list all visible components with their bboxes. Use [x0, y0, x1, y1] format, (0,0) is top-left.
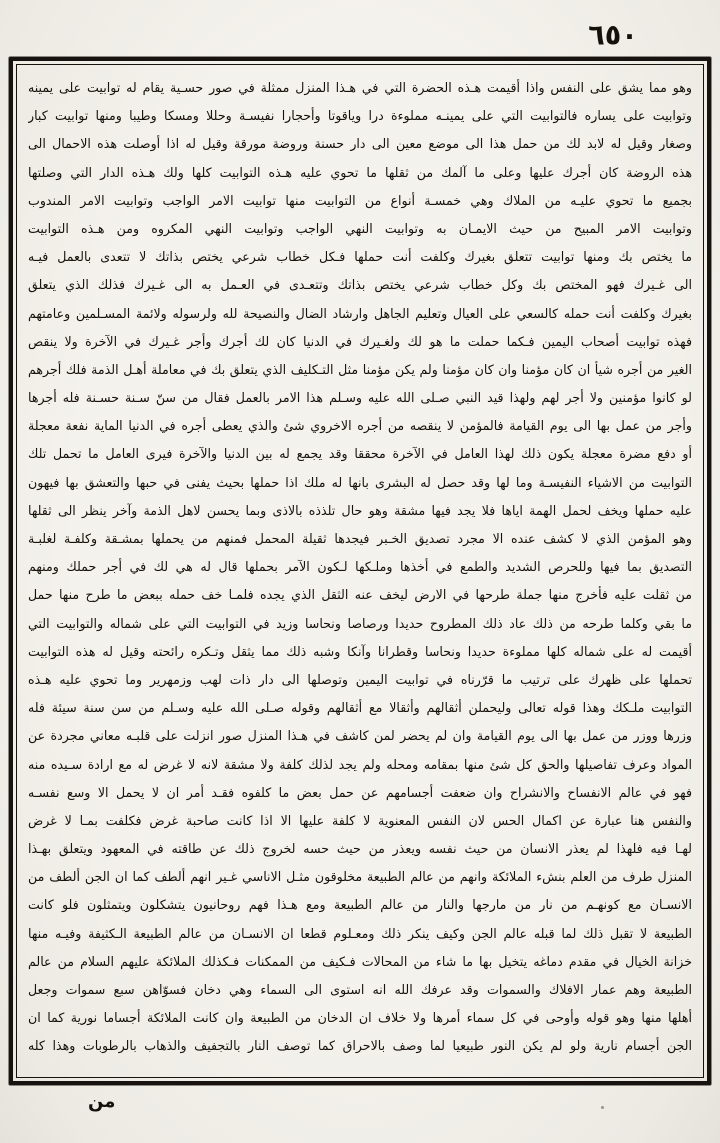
text-line-19: من ثقلت عليه فأخرج منها جملة طرحها في الارض ليخف عنه الثقل الذي يجده فلمـا خف حمله ببعض ما طرح منها حمل	[28, 587, 692, 603]
text-line-30: الانسـان مع كونهـم من نار من مارجها والنار من عالم الطبيعة ومع هـذا فهم روحانيون يتشكلون ويتمثلون فلو كانت	[28, 897, 692, 913]
text-line-10: فهذه توابيت أصحاب اليمين فـكما حملت ما هو لك ولغـيرك في الدنيا كان لك أجرك وأجر غـيرك في الآخرة ولا ينقص	[28, 333, 692, 349]
text-line-8: الى غـيرك فهو المختص بك وكل خطاب شرعي يختص بذاتك وتتعـدى في العـمل به الى غـيرك فذلك الذي يتعلق	[28, 277, 692, 293]
text-line-7: ما يختص بك ومنها توابيت تتعلق بغيرك وكلفت أنت حملها فـكل خطاب شرعي يختص بذاتك لا تتعدى بالعمل فيـه	[28, 248, 692, 265]
text-line-6: وتوابيت الامر المبيح من حيث الايمـان به وتوابيت النهي الواجب وتوابيت النهي المكروه ومن هـذه التوابيت	[28, 220, 692, 237]
text-line-25: المواد وعرف تفاصيلها والحق كل شئ منها بمقامه ومحله ولم يجد لذلك كلفة ولا مشقة لانه لا غرض له مع ارادة سـيده منه	[28, 756, 692, 772]
text-line-17: وهو المؤمن الذي لا كشف عنده الا مجرد تصديق الخـبر فيجدها ثقيلة المحمل فمنهم من يحملها بمشـقة وكلفـة لغلبـة	[28, 530, 692, 547]
text-line-23: التوابيت ملـكك وهذا قوله تعالى وليحملن أثقالهم وأثقالا مع أثقالهم وقوله صـلى الله عليه وسـلم من سن سنة سيئة فله	[28, 699, 692, 716]
text-line-16: عليه حملها ويخف لحمل الهمة اياها فلا يجد فيها مشقة وهو حال تلذذه بالاذى وبما يحسن لاهل الذمة وآخر ينظر الى ثقلها	[28, 502, 692, 518]
text-line-14: أو دفع مضرة معجلة يكون ذلك لهذا العامل في الآخرة محققا وقد يجمع له بين الدنيا والآخرة فيرى العامل ما تحمل تلك	[28, 446, 692, 462]
text-line-2: وتوابيت على يساره فالتوابيت التي على يمينـه مملوءة درا وياقوتا وأحجارا نفيسـة وحللا ومسكا وطيبا ومنها توابيت كبار	[28, 108, 692, 124]
text-line-9: بغيرك وكلفت أنت حمله كالسعي على العيال وتعليم الجاهل وارشاد الضال والنصيحة لله ولرسوله ولائمة المسـلمين وعامتهم	[28, 305, 692, 321]
outer-border-frame	[9, 57, 711, 1085]
text-line-4: هذه الروضة كان أجرك عليها وعلى ما آلمك من ثقلها ما تحوي عليه هـذه التوابيت كلها ولك هـذه الدار التي وصلتها	[28, 164, 692, 180]
text-line-5: بجميع ما تحوي عليـه من الملاك وهي خمسـة أنواع من التوابيت منها توابيت الامر الواجب وتوابيت الامر المندوب	[28, 192, 692, 208]
text-line-34: أهلها منها وهو قوله وأوحى في كل سماء أمرها ولا خلاف ان الدخان من الطبيعة وان كانت الملائكة أجساما نورية كما ان	[28, 1010, 692, 1026]
text-line-18: التصديق بما فيها وللحرص الشديد والطمع في أخذها وملـكها لـكون الآمر بحملها قال له هي لك في أجر حملك ومنهم	[28, 559, 692, 575]
text-line-15: التوابيت من الاشياء النفيسـة وما لها وقد حصل له البشرى بانها له ملك اذا حملها بحيث يفنى في حبها والتعشق بها فيهون	[28, 474, 692, 490]
text-line-29: المنزل طرف من العلم بنشء الملائكة وانهم من عالم الطبيعة مخلوقون مثـل الاناسي غـير انهم ألطف كما ان الجن ألطف من	[28, 869, 692, 885]
text-line-20: ما بقي وكلما طرحه من ذلك عاد ذلك المطروح حديدا ورصاصا ونحاسا وزيد في التوابيت التي على شماله والتوابيت التي	[28, 615, 692, 631]
text-line-32: خزانة الخيال في مقدم دماغه يتخيل بها ما شاء من المحالات فـكيف من الممكنات فـكذلك الملائكة عليهم السلام من عالم	[28, 953, 692, 969]
text-line-12: لو كانوا مؤمنين ولا أجر لهم ولهذا قيد النبي صـلى الله عليه وسـلم هذا الامر بالعمل فقال من سنّ سـنة حسـنة فله أجرها	[28, 389, 692, 406]
text-line-13: وأجر من عمل بها الى يوم القيامة فالمؤمن لا ينقصه من أجره الاخروي شئ والذي يعطى أجره في الدنيا الماية نفعة معجلة	[28, 418, 692, 434]
ink-speck	[601, 1106, 604, 1109]
catchword: من	[88, 1091, 116, 1112]
text-line-21: أقيمت له على شماله كلها مملوءة حديدا ونحاسا وقطرانا وآنكا وشبه ذلك مما يثقل وتـكره رائحته وقيل له هذه التوابيت	[28, 643, 692, 659]
text-line-31: الطبيعة لا تقبل ذلك لما قبله عالم الجن وكيف ينكر ذلك ومعـلوم قطعا ان الانسـان من عالم الطبيعة الـكثيفة وفيـه منها	[28, 925, 692, 941]
text-line-3: وصغار وقيل له لابد لك من حمل هذا الى موضع معين الى دار حسنة وروضة مورقة وقيل له اذا أوصلت هذه الاحمال الى	[28, 136, 692, 152]
text-line-24: وزرها ووزر من عمل بها الى يوم القيامة وان لم يحضر لمن كاشف في هـذا المنزل صور انزلت على قلبـه معاني مجردة عن	[28, 728, 692, 744]
text-line-26: فهو في عالم الانفساح والانشراح وان ضعفت أجسامهم عن حمل بعض ما كلفوه فقـد أمر ان لا يحمل الا وسع نفسـه	[28, 784, 692, 800]
text-line-28: لهـا فيه فلهذا لم يعذر الانسان من حيث نفسه ويعذر من حيث حسه لخروج ذلك عن طاقته في المعهود ويتعلق بهـذا	[28, 840, 692, 857]
page-number: ٦٥٠	[588, 19, 638, 52]
inner-border-frame	[16, 64, 704, 1078]
text-line-1: وهو مما يشق على النفس واذا أقيمت هـذه الحضرة التي في هـذا المنزل ممثلة في صور حسـية يقام له توابيت على يمينه	[28, 79, 692, 96]
text-line-22: تحملها على ظهرك على ترتيب ما قرّرناه في توابيت اليمين وتوصلها الى دار ذات لهب وزمهرير وما تحوي عليه هـذه	[28, 671, 692, 688]
text-line-35: الجن أجسام نارية ولو لم يكن النور طبيعيا لما وصف بالاحراق كما توصف النار بالتجفيف والذهاب بالرطوبات وهذا كله	[28, 1038, 692, 1054]
text-line-11: الغير من أجره شيأ ان كان مؤمنا وان كان مؤمنا ولم يكن مؤمنا مثل التـكليف الذي يتعلق بك في معاملة أهـل الذمة فلك أجرهم	[28, 361, 692, 378]
text-line-27: والنفس هنا عبارة عن اكمال الحس لان النفس المعنوية لا كلفة عليها الا اذا كانت صاحبة غرض فكلفت بمـا لا غرض	[28, 812, 692, 829]
text-line-33: الطبيعة وهم عمار الافلاك والسموات وقد عرفك الله انه استوى الى السماء وهي دخان فسوّاهن سبع سموات وجعل	[28, 981, 692, 998]
manuscript-text-block	[17, 65, 703, 1077]
